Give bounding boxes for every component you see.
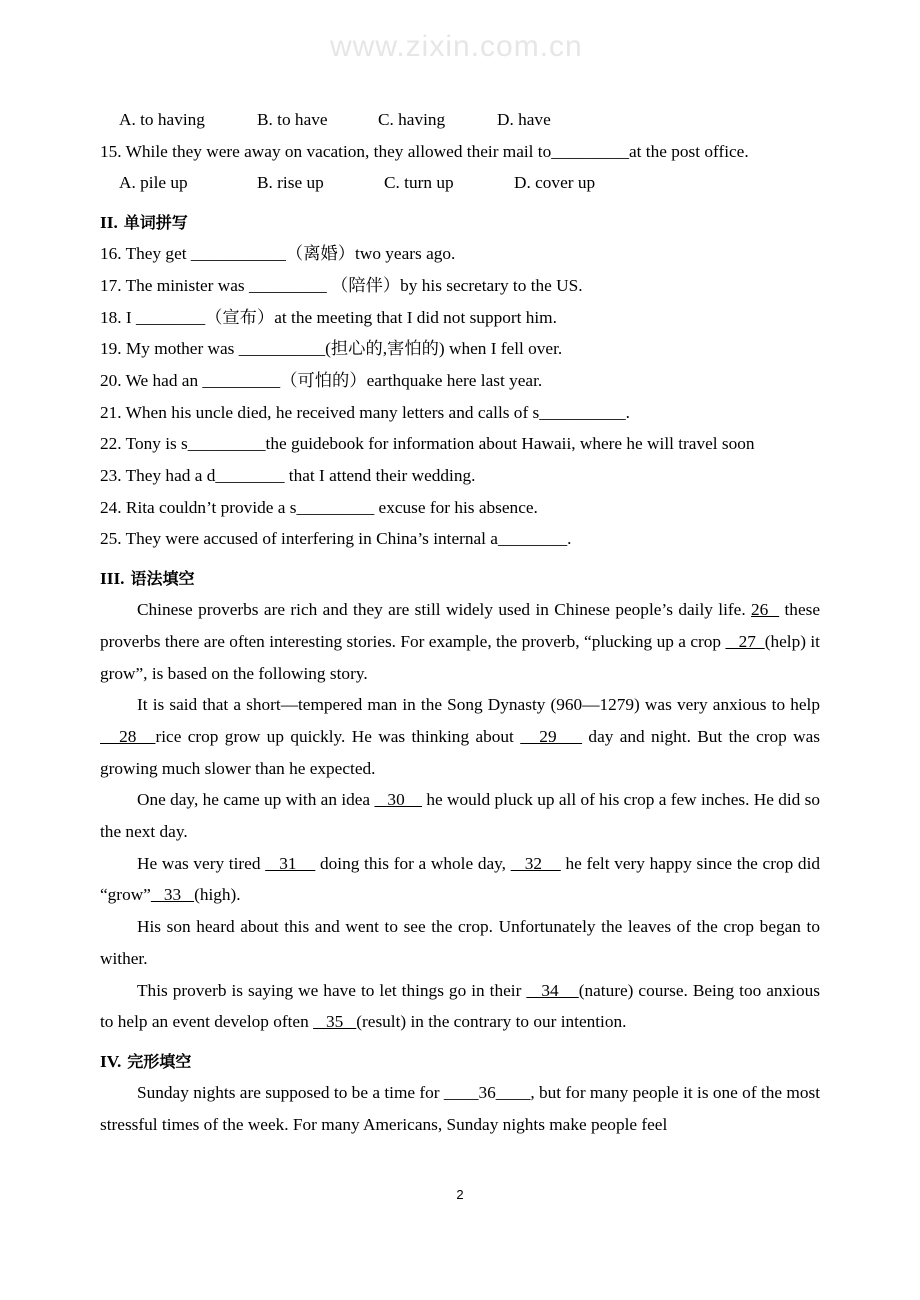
section-title: 完形填空	[127, 1051, 192, 1071]
option: D. cover up	[514, 173, 596, 193]
paragraph-text: doing this for a whole day,	[315, 853, 511, 873]
question-15	[100, 136, 820, 168]
option: B. rise up	[257, 173, 324, 193]
spelling-question: 21. When his uncle died, he received many letters and calls of s__________.	[100, 402, 630, 422]
section-number: IV.	[100, 1051, 122, 1071]
paragraph-text: day and night. But the crop was growing much slower than he expected.	[100, 726, 821, 778]
spelling-question: 18. I ________（宣布）at the meeting that I did not support him.	[100, 307, 557, 327]
paragraph-text: His son heard about this and went to see the crop. Unfortunately the leaves of the crop began to wither.	[100, 917, 820, 968]
answer-blank: 31	[265, 853, 316, 873]
spelling-question: 20. We had an _________（可怕的）earthquake here last year.	[100, 370, 543, 390]
paragraph	[100, 1077, 820, 1140]
cloze-passage	[100, 1077, 820, 1140]
answer-blank: 27	[725, 631, 765, 651]
answer-blank: 28	[100, 726, 156, 746]
paragraph	[100, 689, 820, 784]
q15-options	[100, 167, 820, 199]
option: C. having	[378, 110, 446, 129]
section-heading-3	[100, 568, 820, 590]
document-body	[100, 104, 820, 1140]
paragraph-text: (nature) course. Being too anxious to help an event develop often	[100, 980, 820, 1032]
paragraph-text: (result) in the contrary to our intention.	[356, 1012, 627, 1032]
question-text: 15. While they were away on vacation, they allowed their mail to	[100, 141, 552, 161]
paragraph-text: Sunday nights are supposed to be a time for	[137, 1082, 444, 1102]
answer-blank: 30	[374, 790, 423, 810]
option: A. to having	[119, 110, 205, 129]
paragraph-text: he felt very happy since the crop did “grow”	[100, 853, 821, 905]
answer-blank: 29	[520, 726, 583, 746]
q14-options	[100, 104, 820, 136]
spelling-question: 24. Rita couldn’t provide a s_________ excuse for his absence.	[100, 497, 538, 517]
section-number: II.	[100, 213, 118, 233]
paragraph	[100, 911, 820, 974]
paragraph-text: This proverb is saying we have to let things go in their	[137, 980, 527, 1000]
paragraph-text: He was very tired	[137, 853, 266, 873]
section-title: 单词拼写	[123, 213, 188, 233]
section-heading-4	[100, 1051, 820, 1073]
option: A. pile up	[119, 173, 188, 193]
spelling-question: 17. The minister was _________ （陪伴）by his secretary to the US.	[100, 275, 583, 295]
section-number: III.	[100, 569, 125, 589]
watermark: www.zixin.com.cn	[330, 30, 583, 63]
paragraph-text: One day, he came up with an idea	[137, 790, 375, 810]
answer-blank: 34	[526, 980, 579, 1000]
paragraph	[100, 784, 820, 847]
answer-blank: _________	[551, 141, 630, 161]
spelling-question: 25. They were accused of interfering in China’s internal a________.	[100, 529, 572, 549]
paragraph-text: (help) it grow”, is based on the following story.	[100, 631, 820, 683]
answer-blank: 35	[313, 1012, 357, 1032]
paragraph-text: ____36____	[443, 1082, 531, 1102]
grammar-passage	[100, 594, 820, 1038]
paragraph	[100, 975, 820, 1038]
option: D. have	[497, 110, 551, 129]
spelling-list	[100, 238, 820, 555]
paragraph-text: rice crop grow up quickly. He was thinking about	[155, 726, 521, 746]
paragraph-text: these proverbs there are often interesting stories. For example, the proverb, “plucking up a crop	[100, 600, 821, 651]
spelling-question: 16. They get ___________（离婚）two years ago.	[100, 244, 456, 264]
spelling-question: 19. My mother was __________(担心的,害怕的) when I fell over.	[100, 339, 563, 359]
option: B. to have	[257, 110, 328, 129]
paragraph-text: (high).	[194, 885, 241, 905]
paragraph-text: Chinese proverbs are rich and they are still widely used in Chinese people’s daily life.	[137, 600, 752, 620]
page-number: 2	[456, 1187, 464, 1202]
multiple-choice-block	[100, 104, 820, 199]
paragraph-text: , but for many people it is one of the most stressful times of the week. For many Americans, Sunday nights make people feel	[100, 1082, 820, 1134]
answer-blank: 33	[150, 885, 195, 905]
paragraph-text: he would pluck up all of his crop a few inches. He did so the next day.	[100, 790, 821, 842]
answer-blank: 26	[751, 600, 780, 620]
spelling-question: 22. Tony is s_________the guidebook for information about Hawaii, where he will travel soon	[100, 434, 755, 454]
question-text: at the post office.	[629, 141, 749, 161]
paragraph	[100, 594, 820, 689]
option: C. turn up	[384, 173, 454, 193]
paragraph	[100, 848, 820, 911]
section-heading-2	[100, 212, 820, 234]
spelling-question: 23. They had a d________ that I attend their wedding.	[100, 466, 476, 486]
section-title: 语法填空	[130, 569, 195, 589]
answer-blank: 32	[510, 853, 561, 873]
paragraph-text: It is said that a short—tempered man in the Song Dynasty (960—1279) was very anxious to help	[137, 695, 820, 715]
